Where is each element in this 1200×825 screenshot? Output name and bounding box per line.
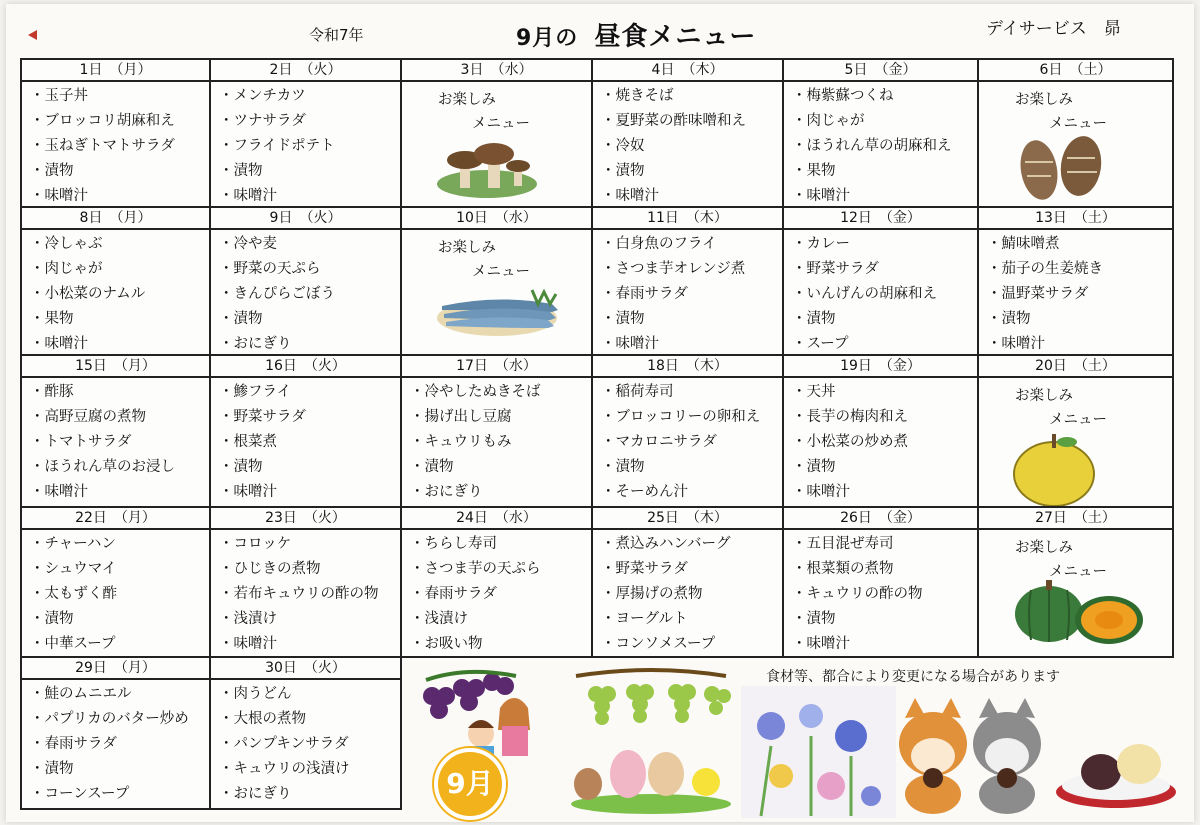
menu-list xyxy=(211,530,400,657)
menu-item: ・ フライドポテト xyxy=(219,134,400,159)
menu-list xyxy=(784,530,977,657)
menu-item: ・ 味噌汁 xyxy=(219,184,400,208)
day-header: 17日 （水） xyxy=(402,356,591,378)
menu-item: ・ 肉うどん xyxy=(219,682,400,707)
pumpkin-icon xyxy=(1009,580,1149,646)
shiitake-icon xyxy=(1009,132,1109,202)
menu-item: ・ 稲荷寿司 xyxy=(601,380,782,405)
menu-item: ・ そーめん汁 xyxy=(601,480,782,505)
menu-item: ・ シュウマイ xyxy=(30,557,209,582)
menu-item: ・ 味噌汁 xyxy=(601,332,782,356)
menu-item: ・ 夏野菜の酢味噌和え xyxy=(601,109,782,134)
menu-item: ・ パプリカのバター炒め xyxy=(30,707,209,732)
day-cell xyxy=(977,354,1174,508)
day-header: 2日 （火） xyxy=(211,60,400,82)
menu-item: ・ パンプキンサラダ xyxy=(219,732,400,757)
menu-item: ・ ほうれん草の胡麻和え xyxy=(792,134,977,159)
menu-item: ・ 太もずく酢 xyxy=(30,582,209,607)
day-header: 20日 （土） xyxy=(979,356,1172,378)
menu-item: ・ スープ xyxy=(792,332,977,356)
day-header: 9日 （火） xyxy=(211,208,400,230)
month-badge: 9月 xyxy=(434,748,506,820)
menu-item: ・ 煮込みハンバーグ xyxy=(601,532,782,557)
day-cell xyxy=(782,58,979,208)
pin-icon xyxy=(28,30,37,40)
menu-item: ・ キュウリの酢の物 xyxy=(792,582,977,607)
day-header: 6日 （土） xyxy=(979,60,1172,82)
special-menu-sublabel: メニュー xyxy=(472,264,530,280)
menu-item: ・ いんげんの胡麻和え xyxy=(792,282,977,307)
title-main: 昼食メニュー xyxy=(594,22,757,52)
special-menu-label: お楽しみ xyxy=(438,92,496,108)
menu-item: ・ 冷や麦 xyxy=(219,232,400,257)
menu-item: ・ 小松菜の炒め煮 xyxy=(792,430,977,455)
menu-list xyxy=(784,378,977,505)
menu-item: ・ 漬物 xyxy=(30,757,209,782)
menu-item: ・ 鯵フライ xyxy=(219,380,400,405)
day-cell xyxy=(209,58,402,208)
menu-item: ・ 味噌汁 xyxy=(219,632,400,657)
menu-item: ・ おにぎり xyxy=(219,332,400,356)
menu-item: ・ 玉子丼 xyxy=(30,84,209,109)
day-header: 15日 （月） xyxy=(22,356,209,378)
day-cell xyxy=(20,58,211,208)
menu-item: ・ 果物 xyxy=(792,159,977,184)
menu-item: ・ 肉じゃが xyxy=(30,257,209,282)
special-menu-sublabel: メニュー xyxy=(472,116,530,132)
menu-item: ・ 根菜煮 xyxy=(219,430,400,455)
menu-item: ・ おにぎり xyxy=(410,480,591,505)
day-cell xyxy=(20,354,211,508)
day-cell xyxy=(20,656,211,810)
menu-item: ・ 野菜サラダ xyxy=(601,557,782,582)
day-cell xyxy=(20,206,211,356)
menu-item: ・ 漬物 xyxy=(601,455,782,480)
menu-item: ・ 漬物 xyxy=(219,455,400,480)
menu-item: ・ 高野豆腐の煮物 xyxy=(30,405,209,430)
day-header: 25日 （木） xyxy=(593,508,782,530)
menu-list xyxy=(211,82,400,208)
day-cell xyxy=(209,206,402,356)
day-header: 29日 （月） xyxy=(22,658,209,680)
menu-item: ・ 揚げ出し豆腐 xyxy=(410,405,591,430)
menu-item: ・ 漬物 xyxy=(792,607,977,632)
grapes-children-illustration xyxy=(406,666,546,814)
menu-item: ・ 漬物 xyxy=(219,307,400,332)
menu-item: ・ きんぴらごぼう xyxy=(219,282,400,307)
menu-list xyxy=(211,378,400,505)
menu-item: ・ 酢豚 xyxy=(30,380,209,405)
menu-item: ・ キュウリの浅漬け xyxy=(219,757,400,782)
menu-list xyxy=(402,530,591,657)
menu-item: ・ 味噌汁 xyxy=(792,480,977,505)
menu-item: ・ 天丼 xyxy=(792,380,977,405)
menu-item: ・ 味噌汁 xyxy=(219,480,400,505)
special-menu-label: お楽しみ xyxy=(438,240,496,256)
menu-item: ・ ほうれん草のお浸し xyxy=(30,455,209,480)
ohagi-illustration xyxy=(1051,734,1181,814)
flowers-illustration xyxy=(741,686,896,818)
menu-item: ・ 玉ねぎトマトサラダ xyxy=(30,134,209,159)
footer-note: 食材等、都合により変更になる場合があります xyxy=(766,669,1060,685)
day-header: 16日 （火） xyxy=(211,356,400,378)
day-header: 13日 （土） xyxy=(979,208,1172,230)
menu-item: ・ 漬物 xyxy=(30,159,209,184)
day-cell xyxy=(977,506,1174,658)
day-cell xyxy=(400,206,593,356)
menu-item: ・ メンチカツ xyxy=(219,84,400,109)
menu-item: ・ 味噌汁 xyxy=(987,332,1172,356)
menu-item: ・ 味噌汁 xyxy=(30,184,209,208)
special-menu-sublabel: メニュー xyxy=(1049,564,1107,580)
day-cell xyxy=(209,656,402,810)
menu-item: ・ ブロッコリ胡麻和え xyxy=(30,109,209,134)
menu-item: ・ 春雨サラダ xyxy=(30,732,209,757)
menu-item: ・ 冷やしたぬきそば xyxy=(410,380,591,405)
menu-list xyxy=(22,680,209,807)
menu-item: ・ 味噌汁 xyxy=(30,480,209,505)
menu-item: ・ 白身魚のフライ xyxy=(601,232,782,257)
menu-item: ・ 味噌汁 xyxy=(30,332,209,356)
flowers-icon xyxy=(741,686,896,818)
menu-list xyxy=(22,82,209,208)
day-cell xyxy=(591,58,784,208)
menu-item: ・ 果物 xyxy=(30,307,209,332)
menu-item: ・ 大根の煮物 xyxy=(219,707,400,732)
ohagi-icon xyxy=(1051,734,1181,814)
menu-list xyxy=(593,230,782,356)
day-cell xyxy=(977,58,1174,208)
day-header: 12日 （金） xyxy=(784,208,977,230)
menu-item: ・ ちらし寿司 xyxy=(410,532,591,557)
menu-item: ・ おにぎり xyxy=(219,782,400,807)
special-menu-sublabel: メニュー xyxy=(1049,412,1107,428)
animals-grapes-icon xyxy=(566,666,736,816)
menu-item: ・ 中華スープ xyxy=(30,632,209,657)
menu-item: ・ 厚揚げの煮物 xyxy=(601,582,782,607)
menu-item: ・ 若布キュウリの酢の物 xyxy=(219,582,400,607)
menu-item: ・ トマトサラダ xyxy=(30,430,209,455)
day-header: 10日 （水） xyxy=(402,208,591,230)
era-label: 令和7年 xyxy=(309,26,364,44)
menu-item: ・ 小松菜のナムル xyxy=(30,282,209,307)
special-menu-label: お楽しみ xyxy=(1015,540,1073,556)
menu-item: ・ 春雨サラダ xyxy=(601,282,782,307)
menu-item: ・ 味噌汁 xyxy=(601,184,782,208)
menu-list xyxy=(593,82,782,208)
menu-list xyxy=(593,530,782,657)
menu-item: ・ 味噌汁 xyxy=(792,632,977,657)
special-menu-sublabel: メニュー xyxy=(1049,116,1107,132)
animals-illustration xyxy=(566,666,736,816)
menu-list xyxy=(22,230,209,356)
day-cell xyxy=(209,506,402,658)
day-header: 11日 （木） xyxy=(593,208,782,230)
menu-item: ・ お吸い物 xyxy=(410,632,591,657)
day-cell xyxy=(782,206,979,356)
menu-list xyxy=(211,230,400,356)
day-header: 22日 （月） xyxy=(22,508,209,530)
day-header: 19日 （金） xyxy=(784,356,977,378)
day-cell xyxy=(782,354,979,508)
menu-item: ・ 漬物 xyxy=(601,159,782,184)
menu-item: ・ 漬物 xyxy=(792,455,977,480)
menu-item: ・ 温野菜サラダ xyxy=(987,282,1172,307)
day-header: 3日 （水） xyxy=(402,60,591,82)
day-header: 27日 （土） xyxy=(979,508,1172,530)
day-cell xyxy=(591,506,784,658)
day-header: 8日 （月） xyxy=(22,208,209,230)
title-month: 9月の xyxy=(516,26,579,51)
menu-item: ・ 浅漬け xyxy=(410,607,591,632)
day-header: 30日 （火） xyxy=(211,658,400,680)
day-cell xyxy=(977,206,1174,356)
day-cell xyxy=(591,354,784,508)
menu-list xyxy=(979,230,1172,356)
page-title xyxy=(516,16,756,53)
menu-list xyxy=(593,378,782,505)
special-menu-label: お楽しみ xyxy=(1015,388,1073,404)
menu-item: ・ ヨーグルト xyxy=(601,607,782,632)
menu-list xyxy=(22,378,209,505)
menu-item: ・ 野菜サラダ xyxy=(792,257,977,282)
menu-list xyxy=(211,680,400,807)
menu-item: ・ さつま芋オレンジ煮 xyxy=(601,257,782,282)
mushroom-icon xyxy=(432,132,542,202)
menu-item: ・ 梅紫蘇つくね xyxy=(792,84,977,109)
day-header: 4日 （木） xyxy=(593,60,782,82)
menu-item: ・ 漬物 xyxy=(219,159,400,184)
day-cell xyxy=(400,354,593,508)
menu-item: ・ 漬物 xyxy=(987,307,1172,332)
shiba-dogs-icon xyxy=(891,694,1051,814)
menu-item: ・ 野菜の天ぷら xyxy=(219,257,400,282)
day-header: 5日 （金） xyxy=(784,60,977,82)
menu-item: ・ コロッケ xyxy=(219,532,400,557)
menu-item: ・ 野菜サラダ xyxy=(219,405,400,430)
menu-item: ・ 浅漬け xyxy=(219,607,400,632)
menu-item: ・ 鮭のムニエル xyxy=(30,682,209,707)
menu-item: ・ コンソメスープ xyxy=(601,632,782,657)
day-header: 26日 （金） xyxy=(784,508,977,530)
day-cell xyxy=(782,506,979,658)
menu-item: ・ ひじきの煮物 xyxy=(219,557,400,582)
menu-item: ・ 漬物 xyxy=(30,607,209,632)
menu-item: ・ 肉じゃが xyxy=(792,109,977,134)
menu-item: ・ 漬物 xyxy=(410,455,591,480)
menu-item: ・ ブロッコリーの卵和え xyxy=(601,405,782,430)
menu-item: ・ チャーハン xyxy=(30,532,209,557)
day-cell xyxy=(20,506,211,658)
menu-item: ・ カレー xyxy=(792,232,977,257)
day-cell xyxy=(400,58,593,208)
day-header: 1日 （月） xyxy=(22,60,209,82)
menu-item: ・ 長芋の梅肉和え xyxy=(792,405,977,430)
day-header: 24日 （水） xyxy=(402,508,591,530)
menu-item: ・ 冷奴 xyxy=(601,134,782,159)
menu-list xyxy=(784,230,977,356)
day-cell xyxy=(400,506,593,658)
special-menu-label: お楽しみ xyxy=(1015,92,1073,108)
menu-list xyxy=(784,82,977,208)
menu-item: ・ コーンスープ xyxy=(30,782,209,807)
menu-item: ・ 焼きそば xyxy=(601,84,782,109)
menu-item: ・ キュウリもみ xyxy=(410,430,591,455)
day-cell xyxy=(209,354,402,508)
menu-item: ・ 根菜類の煮物 xyxy=(792,557,977,582)
day-cell xyxy=(591,206,784,356)
menu-item: ・ 味噌汁 xyxy=(792,184,977,208)
menu-item: ・ 鯖味噌煮 xyxy=(987,232,1172,257)
menu-item: ・ さつま芋の天ぷら xyxy=(410,557,591,582)
menu-item: ・ 漬物 xyxy=(601,307,782,332)
menu-item: ・ 茄子の生姜焼き xyxy=(987,257,1172,282)
menu-item: ・ 春雨サラダ xyxy=(410,582,591,607)
facility-name: デイサービス 昴 xyxy=(986,19,1121,39)
shiba-dogs-illustration xyxy=(891,694,1051,814)
menu-item: ・ 漬物 xyxy=(792,307,977,332)
menu-sheet xyxy=(6,4,1194,822)
menu-item: ・ 冷しゃぶ xyxy=(30,232,209,257)
menu-item: ・ ツナサラダ xyxy=(219,109,400,134)
menu-list xyxy=(402,378,591,505)
pear-icon xyxy=(1009,428,1099,508)
day-header: 23日 （火） xyxy=(211,508,400,530)
sanma-icon xyxy=(432,280,562,340)
menu-item: ・ 五目混ぜ寿司 xyxy=(792,532,977,557)
menu-list xyxy=(22,530,209,657)
day-header: 18日 （木） xyxy=(593,356,782,378)
menu-item: ・ マカロニサラダ xyxy=(601,430,782,455)
